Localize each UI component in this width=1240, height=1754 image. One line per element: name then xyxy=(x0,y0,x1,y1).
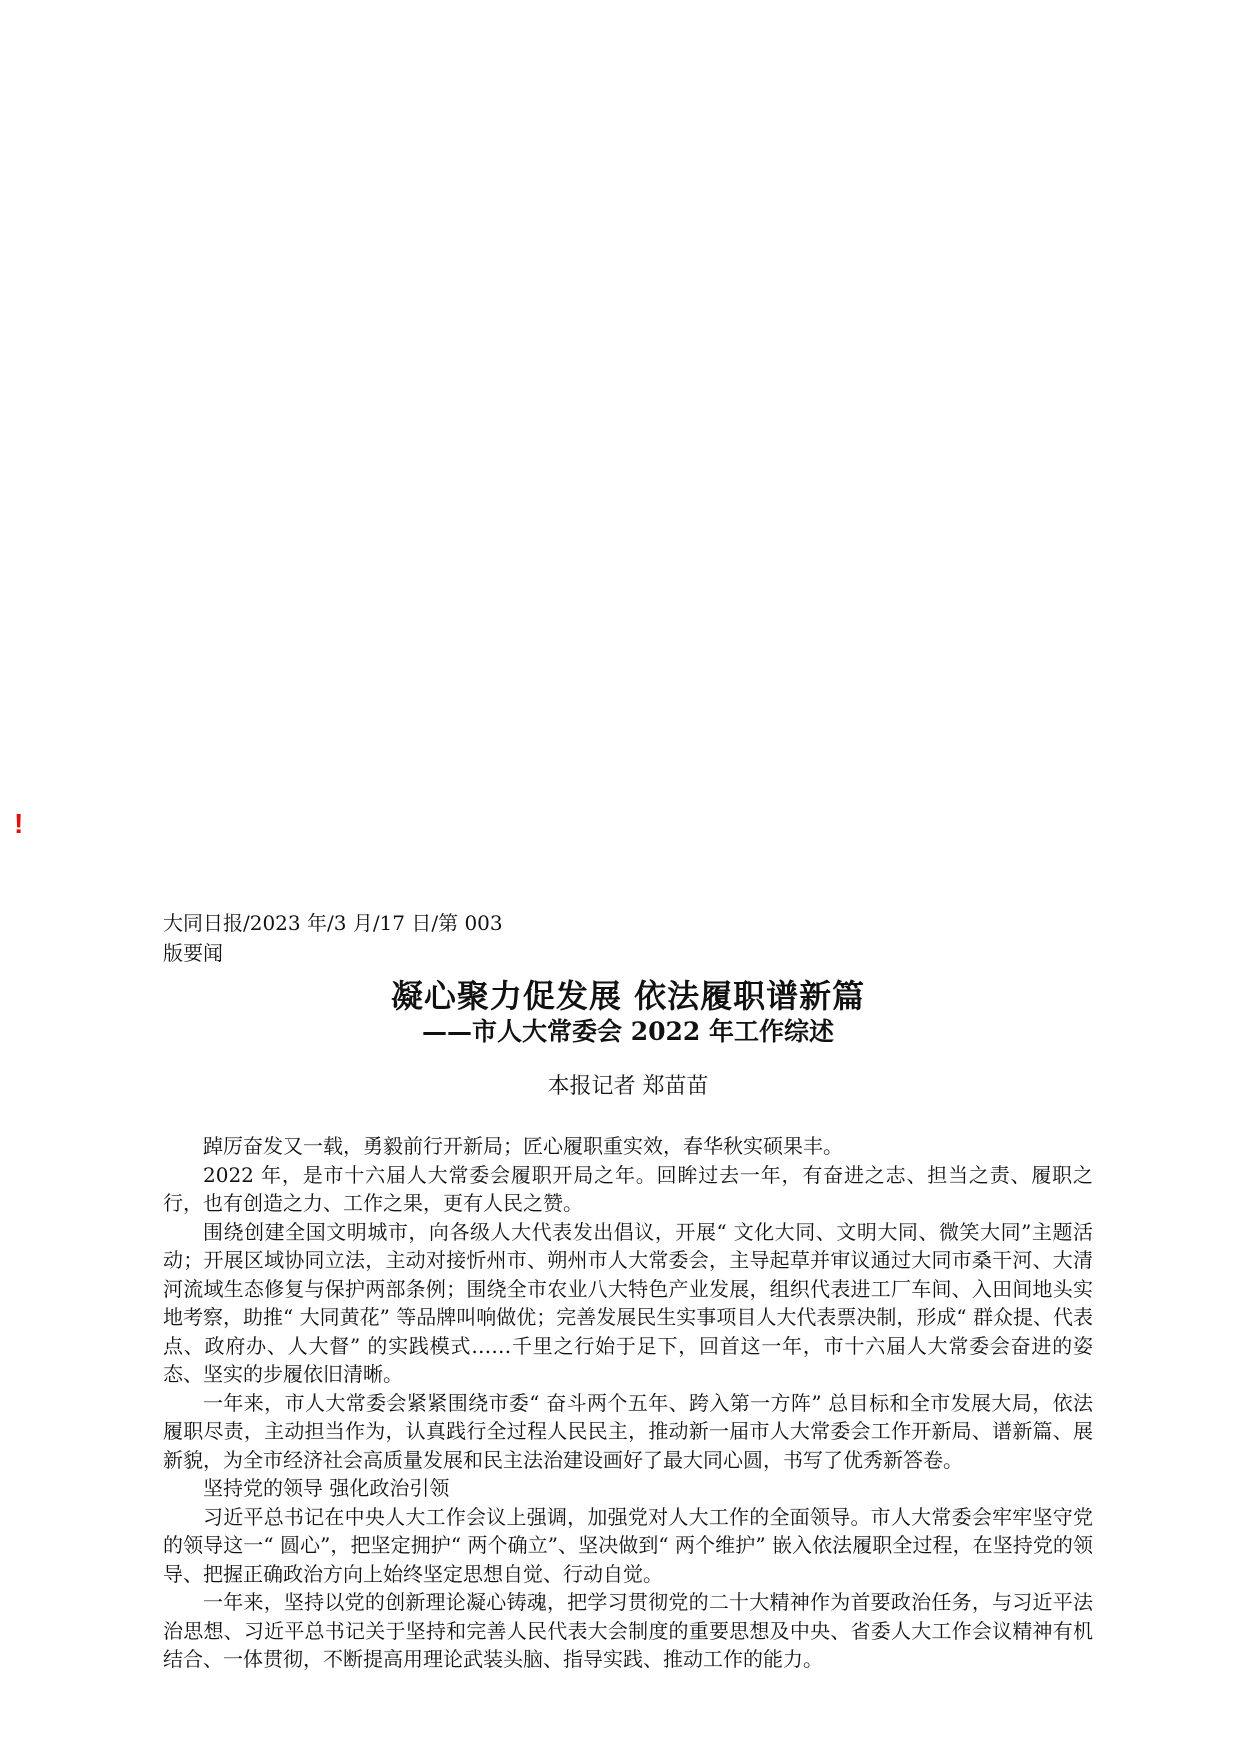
source-line: 大同日报/2023 年/3 月/17 日/第 003 xyxy=(163,911,503,935)
section-heading: 坚持党的领导 强化政治引领 xyxy=(203,1476,450,1500)
byline: 本报记者 郑苗苗 xyxy=(547,1074,709,1099)
section-label: 版要闻 xyxy=(163,941,223,965)
paragraph: 一年来，坚持以党的创新理论凝心铸魂，把学习贯彻党的二十大精神作为首要政治任务，与习近平法治思想、习近平总书记关于坚持和完善人民代表大会制度的重要思想及中央、省委人大工作会议精神有机结合、一体贯彻，不断提高用理论武装头脑、指导实践、推动工作的能力。 xyxy=(163,1590,1093,1671)
paragraph: 2022 年，是市十六届人大常委会履职开局之年。回眸过去一年，有奋进之志、担当之责、履职之行，也有创造之力、工作之果，更有人民之赞。 xyxy=(163,1162,1093,1215)
article-body xyxy=(163,1132,1093,1674)
article-page xyxy=(163,908,1093,1674)
alert-marker: ! xyxy=(14,808,24,839)
paragraph: 一年来，市人大常委会紧紧围绕市委“ 奋斗两个五年、跨入第一方阵” 总目标和全市发展大局，依法履职尽责，主动担当作为，认真践行全过程人民民主，推动新一届市人大常委会工作开新局、谱新篇、展新貌，为全市经济社会高质量发展和民主法治建设画好了最大同心圆，书写了优秀新答卷。 xyxy=(163,1390,1093,1472)
paragraph: 习近平总书记在中央人大工作会议上强调，加强党对人大工作的全面领导。市人大常委会牢牢坚守党的领导这一“ 圆心”，把坚定拥护“ 两个确立”、坚决做到“ 两个维护” 嵌入依法履职全过程，在坚持党的领导、把握正确政治方向上始终坚定思想自觉、行动自觉。 xyxy=(163,1504,1093,1586)
paragraph: 踔厉奋发又一载，勇毅前行开新局；匠心履职重实效，春华秋实硕果丰。 xyxy=(203,1134,843,1158)
article-title: 凝心聚力促发展 依法履职谱新篇 xyxy=(390,977,866,1015)
paragraph: 围绕创建全国文明城市，向各级人大代表发出倡议，开展“ 文化大同、文明大同、微笑大同”主题活动；开展区域协同立法，主动对接忻州市、朔州市人大常委会，主导起草并审议通过大同市桑干河、大清河流域生态修复与保护两部条例；围绕全市农业八大特色产业发展，组织代表进工厂车间、入田间地头实地考察，助推“ 大同黄花” 等品牌叫响做优；完善发展民生实事项目人大代表票决制，形成“ 群众提、代表点、政府办、人大督” 的实践模式……千里之行始于足下，回首这一年，市十六届人大常委会奋进的姿态、坚实的步履依旧清晰。 xyxy=(163,1219,1093,1386)
article-subtitle: ——市人大常委会 2022 年工作综述 xyxy=(422,1017,834,1046)
